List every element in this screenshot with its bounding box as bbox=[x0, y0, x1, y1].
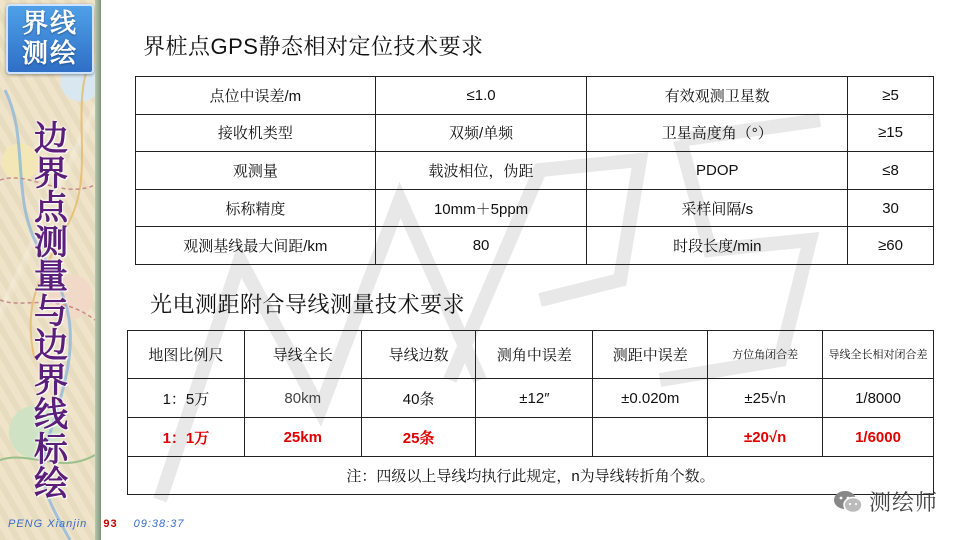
table-cell: 80km bbox=[244, 379, 361, 418]
table-cell: ±12″ bbox=[476, 379, 593, 418]
side-title-char: 边 bbox=[34, 120, 68, 158]
table-cell: 观测基线最大间距/km bbox=[136, 227, 376, 265]
side-title-char: 标 bbox=[34, 430, 68, 469]
table-cell: ≥60 bbox=[848, 227, 934, 265]
table-cell: 双频/单频 bbox=[375, 114, 587, 152]
table-cell: ±20√n bbox=[708, 418, 823, 457]
table-header-cell: 测角中误差 bbox=[476, 331, 593, 379]
table-cell: ≥15 bbox=[848, 114, 934, 152]
table-header-cell: 导线全长 bbox=[244, 331, 361, 379]
side-title-char: 与 bbox=[34, 292, 68, 331]
logo-line-2: 测绘 bbox=[21, 38, 78, 68]
table-cell: 25km bbox=[244, 418, 361, 457]
table-cell: PDOP bbox=[587, 152, 848, 190]
table-cell: 1：5万 bbox=[128, 379, 245, 418]
traverse-requirements-table bbox=[127, 330, 934, 495]
side-title-char: 界 bbox=[34, 361, 68, 400]
footer-page-number: 93 bbox=[103, 518, 118, 530]
table-row bbox=[136, 189, 934, 227]
table-cell: 时段长度/min bbox=[587, 227, 848, 265]
table-row bbox=[136, 77, 934, 115]
brand-watermark bbox=[833, 486, 938, 517]
table-cell: 标称精度 bbox=[136, 189, 376, 227]
table-cell: 40条 bbox=[361, 379, 476, 418]
table-cell: 观测量 bbox=[136, 152, 376, 190]
table-cell: 1/6000 bbox=[823, 418, 934, 457]
table-row bbox=[136, 114, 934, 152]
side-title-char: 绘 bbox=[34, 465, 68, 503]
table-note: 注：四级以上导线均执行此规定，n为导线转折角个数。 bbox=[128, 457, 934, 495]
table-cell: 卫星高度角（°） bbox=[587, 114, 848, 152]
table-row bbox=[128, 379, 934, 418]
brand-name: 测绘师 bbox=[868, 490, 938, 515]
side-title-char: 界 bbox=[34, 154, 68, 193]
footer-author: PENG Xianjin bbox=[8, 518, 88, 530]
table-cell bbox=[476, 418, 593, 457]
table-cell: ≤8 bbox=[848, 152, 934, 190]
logo-badge bbox=[6, 4, 94, 74]
table-cell: 接收机类型 bbox=[136, 114, 376, 152]
table-cell: 25条 bbox=[361, 418, 476, 457]
side-vertical-title bbox=[30, 122, 72, 502]
side-title-char: 点 bbox=[34, 189, 68, 227]
table-cell: 有效观测卫星数 bbox=[587, 77, 848, 115]
table-cell: ±0.020m bbox=[593, 379, 708, 418]
table-cell: 采样间隔/s bbox=[587, 189, 848, 227]
table-cell bbox=[593, 418, 708, 457]
table-row bbox=[136, 152, 934, 190]
table-cell: 80 bbox=[375, 227, 587, 265]
table-cell: ≥5 bbox=[848, 77, 934, 115]
gps-requirements-table bbox=[135, 76, 934, 265]
table-cell: 30 bbox=[848, 189, 934, 227]
table-cell: ±25√n bbox=[708, 379, 823, 418]
side-title-char: 边 bbox=[34, 327, 68, 365]
logo-line-1: 界线 bbox=[21, 8, 78, 38]
table-cell: 点位中误差/m bbox=[136, 77, 376, 115]
table-header-cell: 测距中误差 bbox=[593, 331, 708, 379]
table-cell: 1：1万 bbox=[128, 418, 245, 457]
side-title-char: 量 bbox=[34, 258, 68, 296]
table-row bbox=[136, 227, 934, 265]
table-header-row bbox=[128, 331, 934, 379]
footer-time: 09:38:37 bbox=[133, 518, 185, 530]
wechat-icon bbox=[833, 489, 863, 515]
table-cell: 载波相位，伪距 bbox=[375, 152, 587, 190]
section-title-traverse: 光电测距附合导线测量技术要求 bbox=[150, 292, 466, 317]
side-title-char: 线 bbox=[34, 396, 68, 434]
map-background-strip bbox=[0, 0, 101, 540]
table-cell: 10mm＋5ppm bbox=[375, 189, 587, 227]
table-header-cell: 方位角闭合差 bbox=[708, 331, 823, 379]
table-row-highlighted bbox=[128, 418, 934, 457]
table-header-cell: 导线全长相对闭合差 bbox=[823, 331, 934, 379]
side-title-char: 测 bbox=[34, 223, 68, 262]
section-title-gps: 界桩点GPS静态相对定位技术要求 bbox=[143, 34, 484, 59]
slide-footer bbox=[8, 518, 184, 530]
table-cell: ≤1.0 bbox=[375, 77, 587, 115]
table-header-cell: 地图比例尺 bbox=[128, 331, 245, 379]
table-note-row bbox=[128, 457, 934, 495]
table-cell: 1/8000 bbox=[823, 379, 934, 418]
table-header-cell: 导线边数 bbox=[361, 331, 476, 379]
